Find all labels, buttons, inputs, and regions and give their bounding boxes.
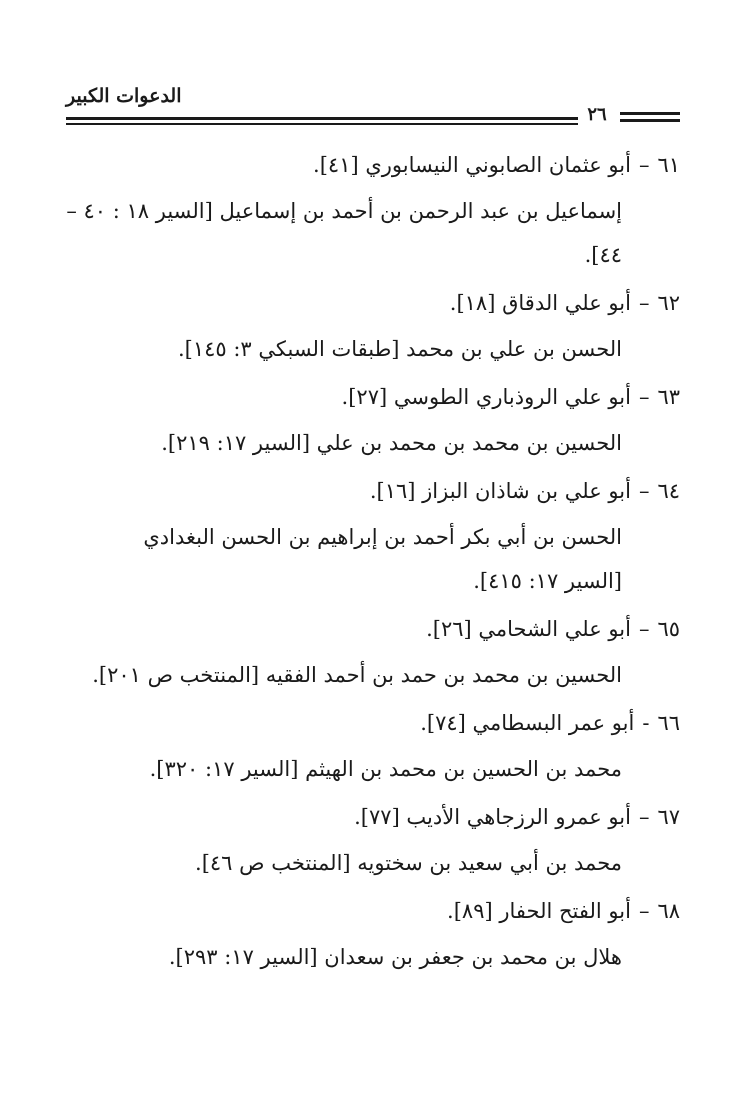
entry-heading xyxy=(60,700,680,746)
entry-heading xyxy=(60,888,680,934)
entry-number: ٦٢ xyxy=(657,291,680,315)
header-rule-thick xyxy=(66,117,578,120)
entry-heading xyxy=(60,142,680,188)
entry-heading xyxy=(60,468,680,514)
entry-title: أبو عمر البسطامي [٧٤]. xyxy=(420,711,635,735)
entry-dash: - xyxy=(642,711,650,735)
entry-heading xyxy=(60,280,680,326)
entry-dash: – xyxy=(638,385,650,409)
entry-title: أبو علي الروذباري الطوسي [٢٧]. xyxy=(341,385,631,409)
entry-dash: – xyxy=(638,899,650,923)
entry-description-line: الحسين بن محمد بن حمد بن أحمد الفقيه [المنتخب ص ٢٠١]. xyxy=(92,663,622,687)
entry-description-line: محمد بن الحسين بن محمد بن الهيثم [السير ١٧: ٣٢٠]. xyxy=(149,757,622,781)
entry-heading xyxy=(60,794,680,840)
entry-dash: – xyxy=(638,153,650,177)
entry-description xyxy=(60,934,680,978)
entry-number: ٦١ xyxy=(657,153,680,177)
entry-number: ٦٧ xyxy=(657,805,680,829)
entry-description xyxy=(60,514,680,602)
entry-description-line: هلال بن محمد بن جعفر بن سعدان [السير ١٧: ٢٩٣]. xyxy=(168,945,622,969)
entry-description xyxy=(60,326,680,370)
entry-title: أبو عمرو الرزجاهي الأديب [٧٧]. xyxy=(354,805,631,829)
entry-title: أبو الفتح الحفار [٨٩]. xyxy=(447,899,631,923)
entry-number: ٦٨ xyxy=(657,899,680,923)
entry-description xyxy=(60,188,680,276)
entry-description-line: إسماعيل بن عبد الرحمن بن أحمد بن إسماعيل [السير ١٨ : ٤٠ – xyxy=(66,199,622,223)
entry-heading xyxy=(60,606,680,652)
entry-description-line: محمد بن أبي سعيد بن سختويه [المنتخب ص ٤٦]. xyxy=(195,851,622,875)
entry-number: ٦٦ xyxy=(657,711,680,735)
entry-dash: – xyxy=(638,617,650,641)
page-number-rule-top xyxy=(620,112,680,115)
entry-description xyxy=(60,420,680,464)
entry-title: أبو علي الشحامي [٢٦]. xyxy=(426,617,631,641)
entry-number: ٦٥ xyxy=(657,617,680,641)
entry-description-line: ٤٤]. xyxy=(584,243,622,267)
entry-title: أبو علي الدقاق [١٨]. xyxy=(449,291,631,315)
entry-dash: – xyxy=(638,479,650,503)
biography-entries xyxy=(60,140,680,982)
running-title: الدعوات الكبير xyxy=(66,85,182,107)
entry-description-line: [السير ١٧: ٤١٥]. xyxy=(473,569,622,593)
entry-dash: – xyxy=(638,291,650,315)
entry-description-line: الحسين بن محمد بن محمد بن علي [السير ١٧: ٢١٩]. xyxy=(161,431,622,455)
page-number: ٢٦ xyxy=(587,104,607,125)
entry-number: ٦٣ xyxy=(657,385,680,409)
entry-title: أبو عثمان الصابوني النيسابوري [٤١]. xyxy=(313,153,631,177)
entry-description xyxy=(60,746,680,790)
entry-description-line: الحسن بن علي بن محمد [طبقات السبكي ٣: ١٤٥]. xyxy=(177,337,622,361)
entry-title: أبو علي بن شاذان البزاز [١٦]. xyxy=(369,479,631,503)
header-rule-thin xyxy=(66,123,578,125)
entry-description xyxy=(60,652,680,696)
entry-number: ٦٤ xyxy=(657,479,680,503)
page-number-rule-bottom xyxy=(620,119,680,122)
entry-description-line: الحسن بن أبي بكر أحمد بن إبراهيم بن الحسن البغدادي xyxy=(143,525,622,549)
entry-description xyxy=(60,840,680,884)
entry-dash: – xyxy=(638,805,650,829)
entry-heading xyxy=(60,374,680,420)
